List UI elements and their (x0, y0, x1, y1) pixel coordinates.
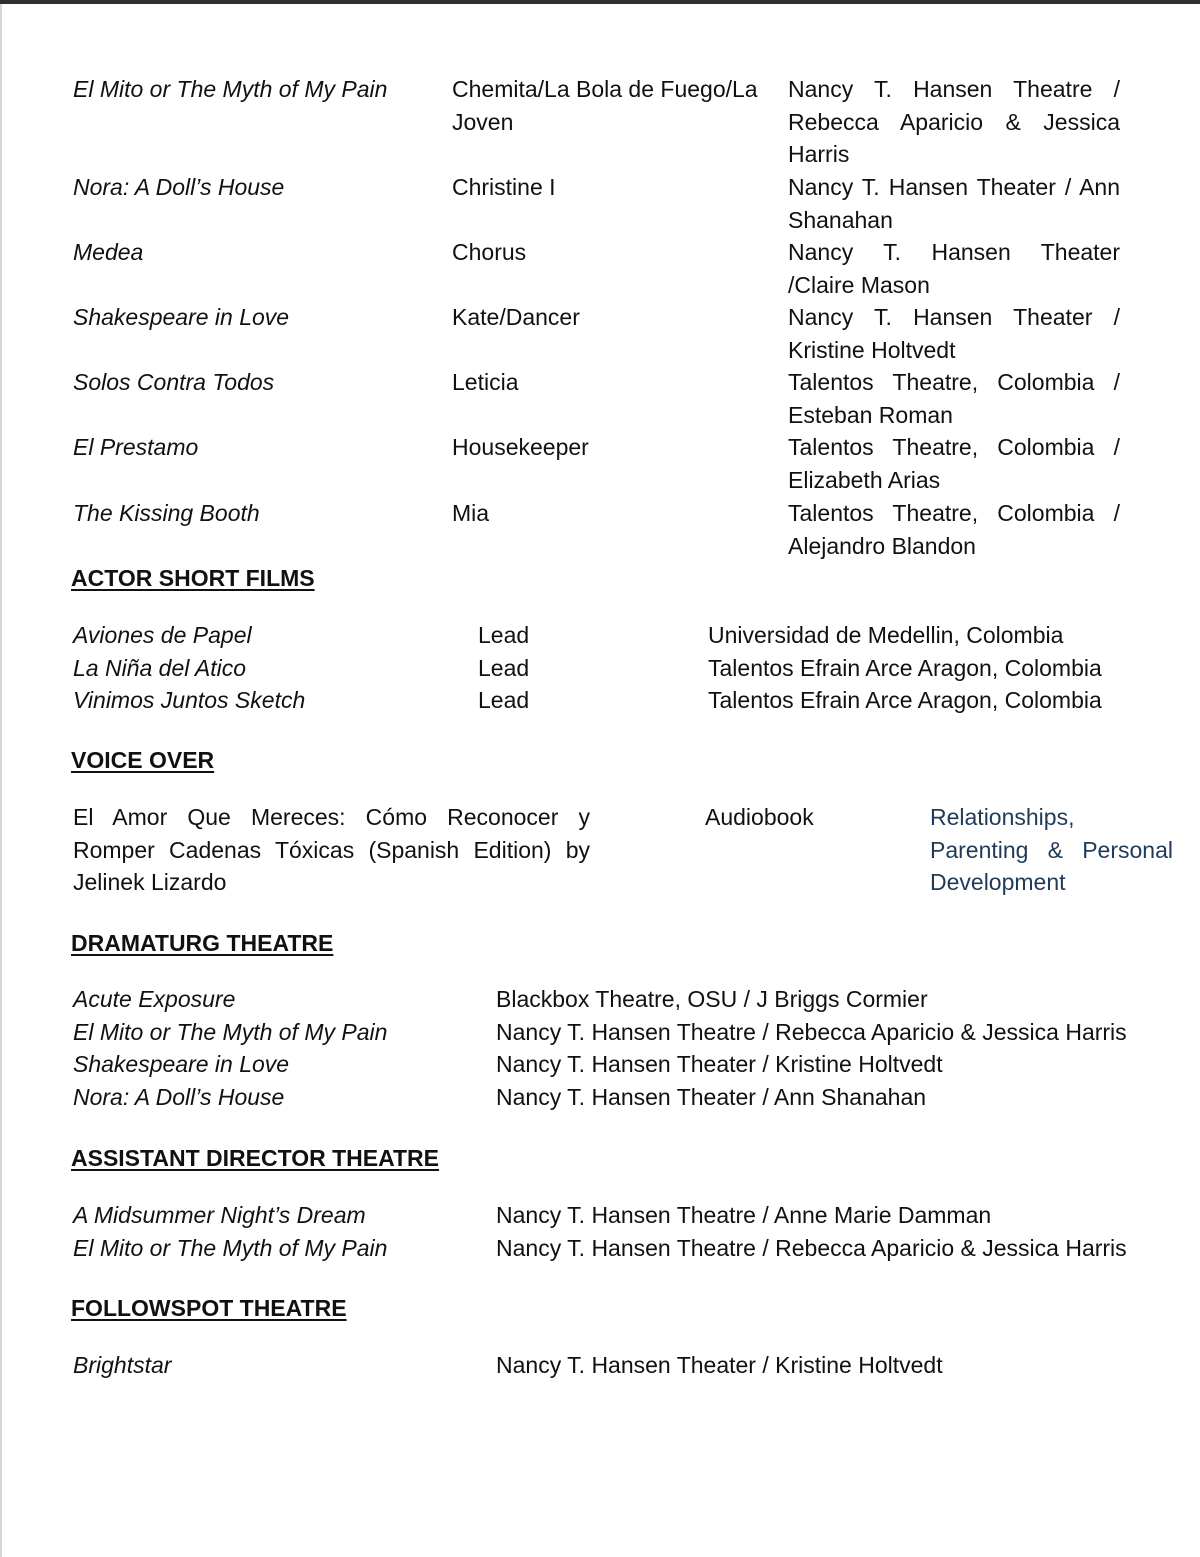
theatre-role-5: Leticia (452, 369, 519, 395)
theatre-venue-3: Nancy T. Hansen Theater /Claire Mason (788, 239, 1120, 298)
short-films-venues (708, 619, 1178, 717)
assistant-director-title: A Midsummer Night’s Dream (73, 1202, 366, 1228)
short-film-venue: Universidad de Medellin, Colombia (708, 622, 1064, 648)
voice-over-category: Relationships, Parenting & Personal Development (930, 804, 1173, 895)
assistant-director-title: El Mito or The Myth of My Pain (73, 1234, 388, 1261)
section-heading-voice-over: VOICE OVER (71, 747, 215, 773)
theatre-title-7: The Kissing Booth (73, 500, 260, 526)
short-film-title: Vinimos Juntos Sketch (73, 687, 306, 713)
theatre-venue-6: Talentos Theatre, Colombia / Elizabeth Arias (788, 434, 1120, 493)
theatre-title-6: El Prestamo (73, 434, 199, 460)
theatre-title-1: El Mito or The Myth of My Pain (73, 76, 388, 102)
section-heading-assistant-director: ASSISTANT DIRECTOR THEATRE (71, 1145, 440, 1171)
theatre-role-2: Christine I (452, 174, 556, 200)
short-films-titles (73, 619, 453, 717)
theatre-title-5: Solos Contra Todos (73, 369, 275, 395)
short-films-roles (478, 619, 628, 717)
theatre-venue-1: Nancy T. Hansen Theatre / Rebecca Aparicio & Jessica Harris (788, 76, 1120, 167)
short-film-venue: Talentos Efrain Arce Aragon, Colombia (708, 654, 1102, 681)
assistant-director-titles (73, 1199, 473, 1264)
page-top-border (0, 0, 1200, 4)
assistant-director-venue: Nancy T. Hansen Theatre / Rebecca Aparicio & Jessica Harris (496, 1234, 1127, 1261)
theatre-role-4: Kate/Dancer (452, 304, 580, 330)
short-film-role: Lead (478, 687, 530, 713)
followspot-venue: Nancy T. Hansen Theater / Kristine Holtvedt (496, 1352, 943, 1378)
theatre-title-2: Nora: A Doll’s House (73, 174, 285, 200)
dramaturg-title: Nora: A Doll’s House (73, 1083, 285, 1110)
section-heading-short-films: ACTOR SHORT FILMS (71, 565, 315, 591)
theatre-role-3: Chorus (452, 239, 527, 265)
short-film-role: Lead (478, 654, 530, 681)
short-film-title: Aviones de Papel (73, 622, 252, 648)
theatre-role-1: Chemita/La Bola de Fuego/La Joven (452, 76, 758, 135)
short-film-title: La Niña del Atico (73, 654, 247, 681)
section-heading-dramaturg: DRAMATURG THEATRE (71, 930, 334, 956)
dramaturg-title: Acute Exposure (73, 986, 236, 1012)
voice-over-title: El Amor Que Mereces: Cómo Reconocer y Romper Cadenas Tóxicas (Spanish Edition) by Jelinek Lizardo (73, 804, 590, 895)
followspot-title: Brightstar (73, 1352, 172, 1378)
dramaturg-venue: Nancy T. Hansen Theatre / Rebecca Aparicio & Jessica Harris (496, 1018, 1127, 1045)
assistant-director-venues (496, 1199, 1186, 1264)
theatre-venue-7: Talentos Theatre, Colombia / Alejandro Blandon (788, 500, 1120, 559)
assistant-director-venue: Nancy T. Hansen Theatre / Anne Marie Damman (496, 1202, 992, 1228)
short-film-venue: Talentos Efrain Arce Aragon, Colombia (708, 687, 1102, 713)
dramaturg-venues (496, 983, 1186, 1113)
section-heading-followspot: FOLLOWSPOT THEATRE (71, 1295, 347, 1321)
followspot-titles (73, 1349, 473, 1382)
page-left-edge (0, 4, 2, 1557)
dramaturg-venue: Blackbox Theatre, OSU / J Briggs Cormier (496, 986, 928, 1012)
dramaturg-titles (73, 983, 473, 1113)
dramaturg-venue: Nancy T. Hansen Theater / Kristine Holtvedt (496, 1051, 943, 1077)
theatre-title-3: Medea (73, 239, 144, 265)
dramaturg-title: El Mito or The Myth of My Pain (73, 1018, 388, 1045)
dramaturg-venue: Nancy T. Hansen Theater / Ann Shanahan (496, 1083, 927, 1110)
theatre-venue-4: Nancy T. Hansen Theater / Kristine Holtvedt (788, 304, 1120, 363)
short-film-role: Lead (478, 622, 530, 648)
theatre-venue-5: Talentos Theatre, Colombia / Esteban Roman (788, 369, 1120, 428)
voice-over-type: Audiobook (705, 804, 814, 830)
theatre-role-7: Mia (452, 500, 490, 526)
theatre-role-6: Housekeeper (452, 434, 589, 460)
theatre-title-4: Shakespeare in Love (73, 304, 290, 330)
theatre-venue-2: Nancy T. Hansen Theater / Ann Shanahan (788, 174, 1120, 233)
dramaturg-title: Shakespeare in Love (73, 1051, 290, 1077)
followspot-venues (496, 1349, 1186, 1382)
